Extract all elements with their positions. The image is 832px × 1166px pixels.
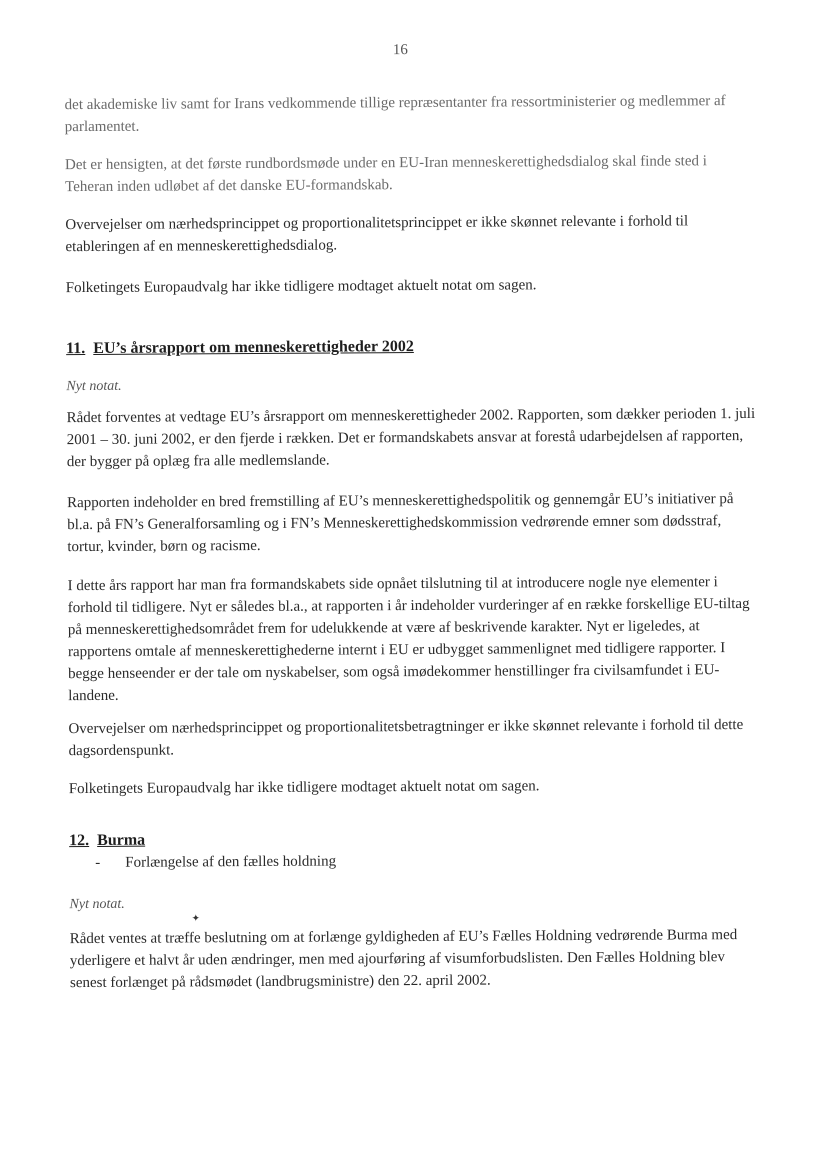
section-12-note: Nyt notat. [69, 896, 125, 913]
section-11-paragraph-4: Overvejelser om nærhedsprincippet og proportionalitetsbetragtninger er ikke skønnet relevante i forhold til dette dagsordenspunkt. [68, 717, 744, 760]
section-11-paragraph-3: I dette års rapport har man fra formandskabets side opnået tilslutning til at introducere nogle nye elementer i forhold til tidligere. Nyt er således bl.a., at rapporten i år indeholder vurderinger af en række forskellige EU-tiltag på menneskerettighedsområdet frem for udelukkende at være af beskrivende karakter. Nyt er ligeledes, at rapportens omtale af menneskerettighederne internt i EU er udbygget sammenlignet med tidligere rapporter. I begge henseender er der tale om nyskabelser, som også imødekommer henstillinger fra civilsamfundet i EU-landene. [67, 574, 750, 705]
section-12-title: Burma [97, 831, 146, 849]
intro-continuation: det akademiske liv samt for Irans vedkommende tillige repræsentanter fra ressortministerier og medlemmer af parlamentet. [64, 93, 726, 136]
section-11-paragraph-2: Rapporten indeholder en bred fremstilling af EU’s menneskerettighedspolitik og gennemgår EU’s initiativer på bl.a. på FN’s Generalforsamling og i FN’s Menneskerettighedskommission vedrørende emner som dødsstraf, tortur, kvinder, børn og racisme. [67, 491, 734, 556]
section-12-paragraph-1: Rådet ventes at træffe beslutning om at forlænge gyldigheden af EU’s Fælles Holdning vedrørende Burma med yderligere et halvt år uden ændringer, men med ajourføring af visumforbudslisten. Den Fælles Holdning blev senest forlænget på rådsmødet (landbrugsministre) den 22. april 2002. [69, 927, 738, 992]
intro-paragraph-4: Folketingets Europaudvalg har ikke tidligere modtaget aktuelt notat om sagen. [65, 277, 537, 297]
section-12-bullet-text: Forlængelse af den fælles holdning [125, 853, 337, 871]
ink-speck: ✦ [191, 913, 201, 925]
page-number: 16 [392, 42, 408, 59]
bullet-dash: - [95, 854, 101, 871]
section-11-title: EU’s årsrapport om menneskerettigheder 2002 [93, 338, 414, 357]
section-11-paragraph-1: Rådet forventes at vedtage EU’s årsrapport om menneskerettigheder 2002. Rapporten, som dækker perioden 1. juli 2001 – 30. juni 2002, er den fjerde i rækken. Det er formandskabets ansvar at forestå udarbejdelsen af rapporten, der bygger på oplæg fra alle medlemslande. [66, 405, 756, 471]
intro-paragraph-2: Det er hensigten, at det første rundbordsmøde under en EU-Iran menneskerettighedsdialog skal finde sted i Teheran inden udløbet af det danske EU-formandskab. [64, 153, 707, 196]
intro-paragraph-3: Overvejelser om nærhedsprincippet og proportionalitetsprincippet er ikke skønnet relevante i forhold til etableringen af en menneskerettighedsdialog. [65, 213, 689, 256]
section-11-paragraph-5: Folketingets Europaudvalg har ikke tidligere modtaget aktuelt notat om sagen. [68, 778, 540, 798]
section-11-number: 11. [66, 340, 86, 358]
section-11-note: Nyt notat. [66, 378, 122, 395]
section-11-heading [66, 334, 756, 360]
section-12-bullet [95, 848, 695, 874]
section-12-number: 12. [69, 832, 90, 850]
